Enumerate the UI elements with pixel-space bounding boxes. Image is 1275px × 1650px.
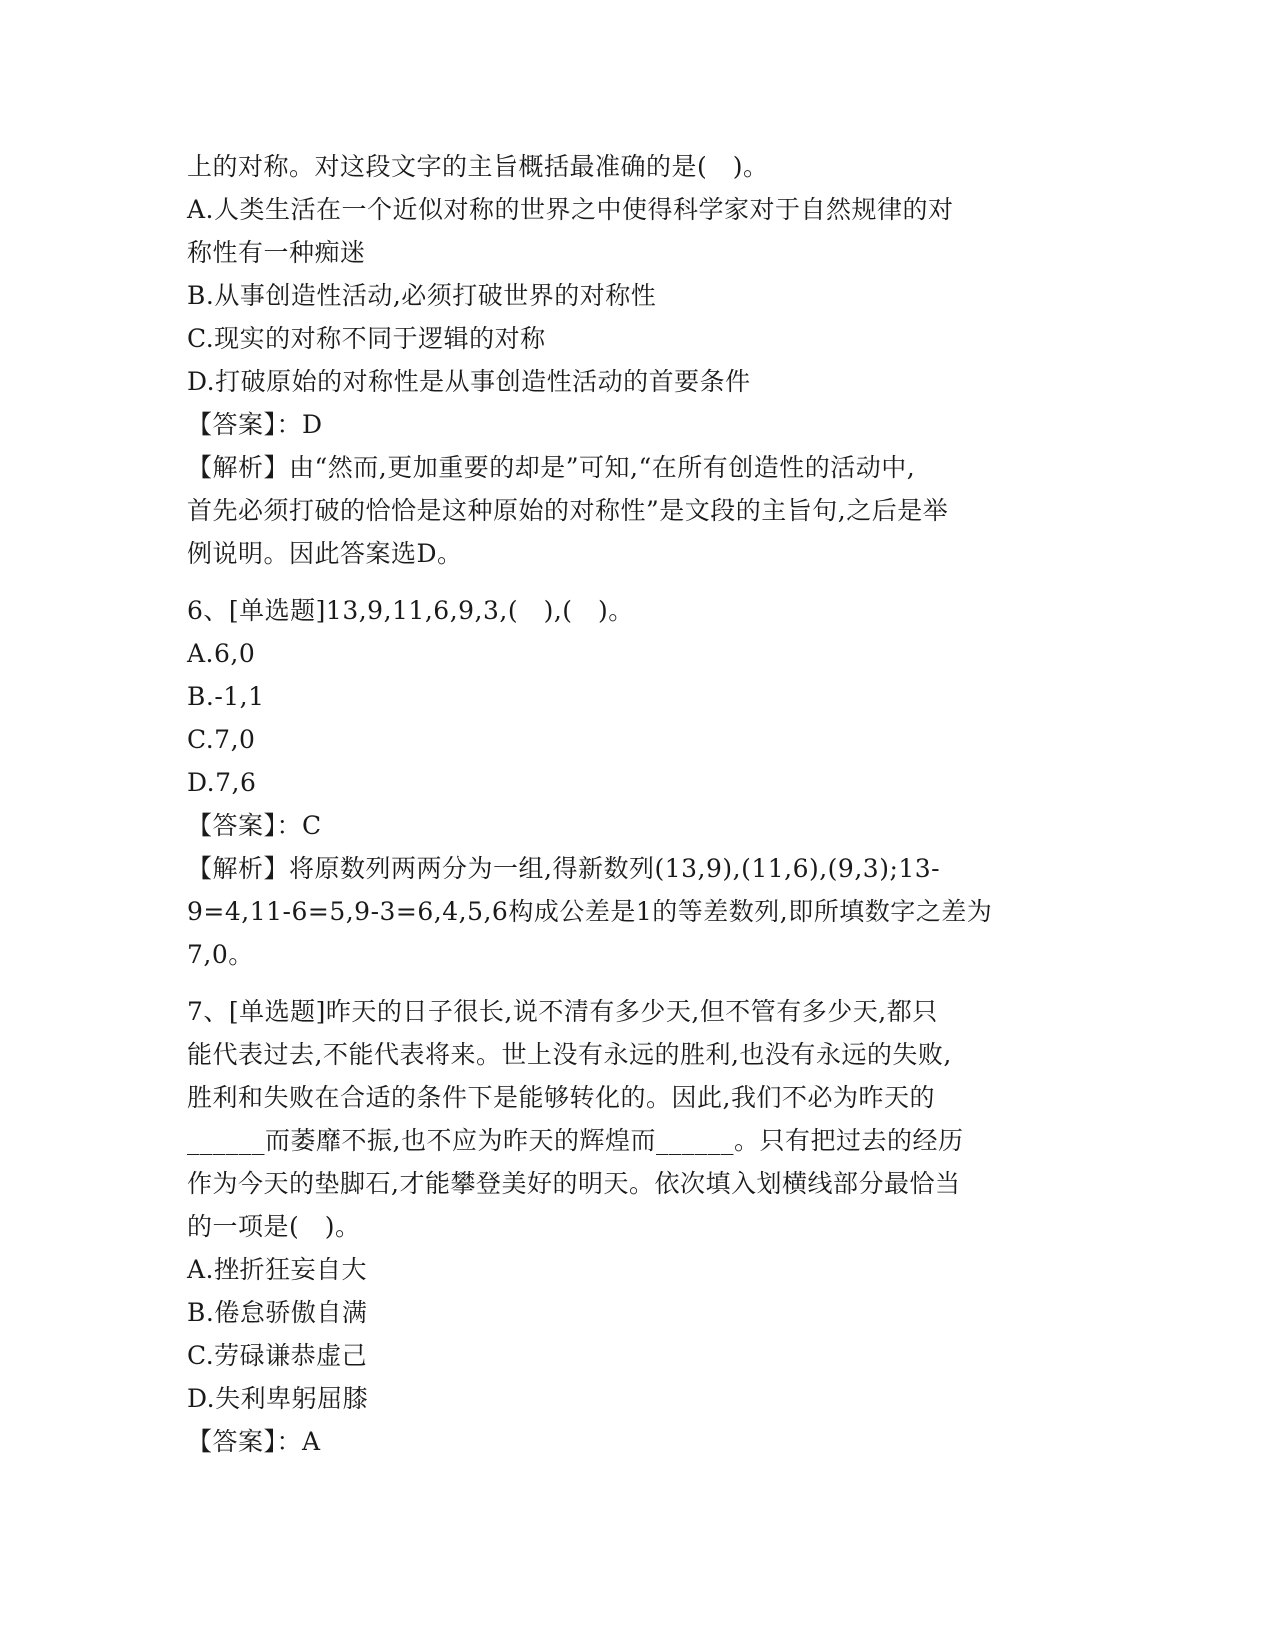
q6-answer: 【答案】：C	[187, 811, 322, 840]
question-6-block	[187, 589, 1087, 976]
q5-option-a: A.人类生活在一个近似对称的世界之中使得科学家对于自然规律的对	[187, 195, 954, 224]
q5-option-b: B.从事创造性活动,必须打破世界的对称性	[187, 281, 657, 310]
q5-analysis: 【解析】由“然而,更加重要的却是”可知,“在所有创造性的活动中,	[187, 453, 916, 482]
q7-answer: 【答案】：A	[187, 1427, 321, 1456]
question-7-block	[187, 990, 1087, 1463]
q7-option-c: C.劳碌谦恭虚己	[187, 1341, 368, 1370]
q5-option-c: C.现实的对称不同于逻辑的对称	[187, 324, 546, 353]
q5-analysis-cont: 首先必须打破的恰恰是这种原始的对称性”是文段的主旨句,之后是举	[187, 496, 949, 525]
q7-stem-cont: ______而萎靡不振,也不应为昨天的辉煌而______。只有把过去的经历	[187, 1126, 964, 1155]
q6-analysis-cont: 7,0。	[187, 940, 254, 969]
q5-analysis-cont: 例说明。因此答案选D。	[187, 539, 463, 568]
q5-answer: 【答案】：D	[187, 410, 323, 439]
q7-option-d: D.失利卑躬屈膝	[187, 1384, 369, 1413]
q7-stem-cont: 能代表过去,不能代表将来。世上没有永远的胜利,也没有永远的失败,	[187, 1040, 952, 1069]
question-5-block	[187, 145, 1087, 575]
spacer	[187, 976, 1087, 990]
q6-option-c: C.7,0	[187, 725, 256, 754]
q6-option-b: B.-1,1	[187, 682, 265, 711]
q6-stem: 6、[单选题]13,9,11,6,9,3,( ),( )。	[187, 596, 634, 625]
q5-stem-tail: 上的对称。对这段文字的主旨概括最准确的是( )。	[187, 152, 769, 181]
spacer	[187, 575, 1087, 589]
q6-analysis: 【解析】将原数列两两分为一组,得新数列(13,9),(11,6),(9,3);13-	[187, 854, 941, 883]
q6-option-a: A.6,0	[187, 639, 256, 668]
q7-option-b: B.倦怠骄傲自满	[187, 1298, 368, 1327]
q7-stem: 7、[单选题]昨天的日子很长,说不清有多少天,但不管有多少天,都只	[187, 997, 938, 1026]
q7-stem-cont: 的一项是( )。	[187, 1212, 361, 1241]
q6-option-d: D.7,6	[187, 768, 257, 797]
q7-stem-cont: 胜利和失败在合适的条件下是能够转化的。因此,我们不必为昨天的	[187, 1083, 935, 1112]
q5-option-a-cont: 称性有一种痴迷	[187, 238, 366, 267]
document-page	[187, 145, 1087, 1463]
q6-analysis-cont: 9=4,11-6=5,9-3=6,4,5,6构成公差是1的等差数列,即所填数字之差为	[187, 897, 993, 926]
q7-stem-cont: 作为今天的垫脚石,才能攀登美好的明天。依次填入划横线部分最恰当	[187, 1169, 961, 1198]
q5-option-d: D.打破原始的对称性是从事创造性活动的首要条件	[187, 367, 751, 396]
q7-option-a: A.挫折狂妄自大	[187, 1255, 368, 1284]
